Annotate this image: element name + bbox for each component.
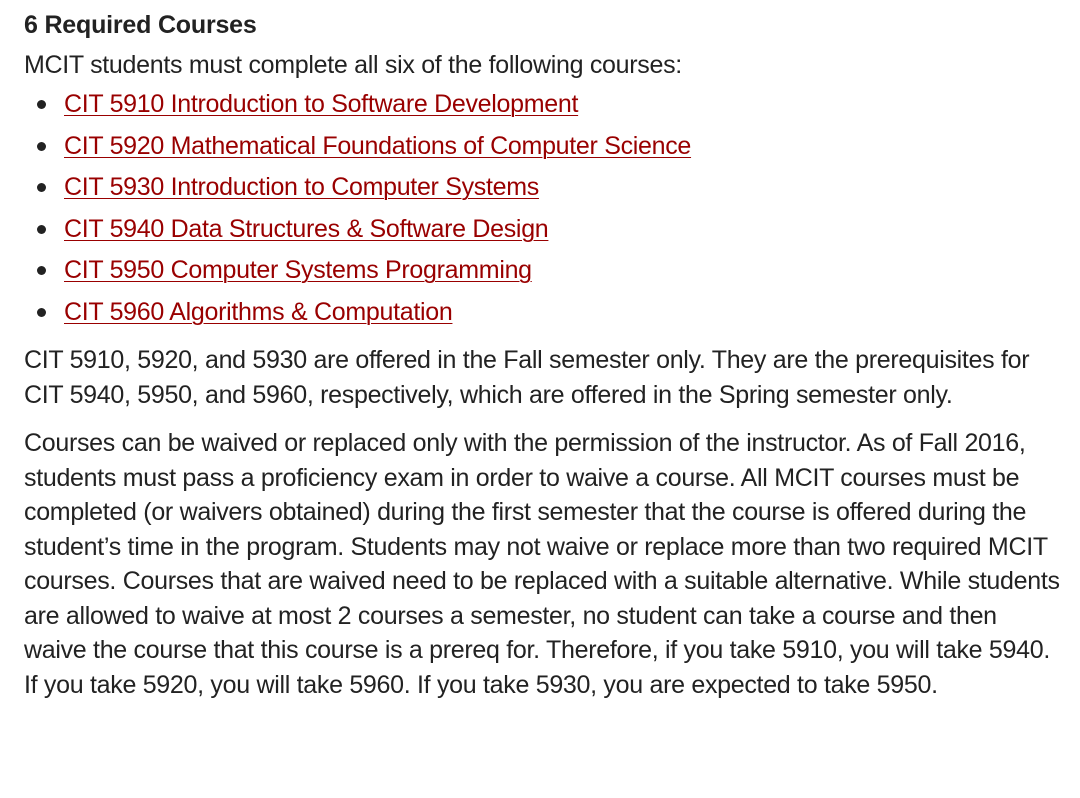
- intro-text: MCIT students must complete all six of the following courses:: [24, 51, 682, 79]
- required-courses-section: [24, 0, 1064, 702]
- course-link-cit5950[interactable]: CIT 5950 Computer Systems Programming: [64, 256, 532, 284]
- bullet-icon: [37, 225, 46, 234]
- semester-info-paragraph: CIT 5910, 5920, and 5930 are offered in the Fall semester only. They are the prerequisites for CIT 5940, 5950, and 5960, respectively, which are offered in the Spring semester only.: [24, 346, 1030, 409]
- bullet-icon: [37, 183, 46, 192]
- list-item: [24, 167, 1064, 209]
- list-item: [24, 292, 1064, 334]
- bullet-icon: [37, 142, 46, 151]
- list-item: [24, 126, 1064, 168]
- list-item: [24, 209, 1064, 251]
- section-heading: 6 Required Courses: [24, 11, 257, 39]
- bullet-icon: [37, 100, 46, 109]
- list-item: [24, 250, 1064, 292]
- bullet-icon: [37, 308, 46, 317]
- course-link-cit5940[interactable]: CIT 5940 Data Structures & Software Design: [64, 214, 549, 243]
- list-item: [24, 84, 1064, 126]
- course-link-cit5930[interactable]: CIT 5930 Introduction to Computer Systems: [64, 173, 539, 201]
- course-list: [24, 84, 1064, 333]
- bullet-icon: [37, 266, 46, 275]
- course-link-cit5910[interactable]: CIT 5910 Introduction to Software Development: [64, 90, 579, 118]
- course-link-cit5960[interactable]: CIT 5960 Algorithms & Computation: [64, 297, 453, 326]
- waiver-policy-paragraph: Courses can be waived or replaced only with the permission of the instructor. As of Fall 2016, students must pass a proficiency exam in order to waive a course. All MCIT courses must be completed (or waivers obtained) during the first semester that the course is offered during the student’s time in the program. Students may not waive or replace more than two required MCIT courses. Courses that are waived need to be replaced with a suitable alternative. While students are allowed to waive at most 2 courses a semester, no student can take a course and then waive the course that this course is a prereq for. Therefore, if you take 5910, you will take 5940. If you take 5920, you will take 5960. If you take 5930, you are expected to take 5950.: [24, 429, 1060, 699]
- course-link-cit5920[interactable]: CIT 5920 Mathematical Foundations of Computer Science: [64, 131, 692, 160]
